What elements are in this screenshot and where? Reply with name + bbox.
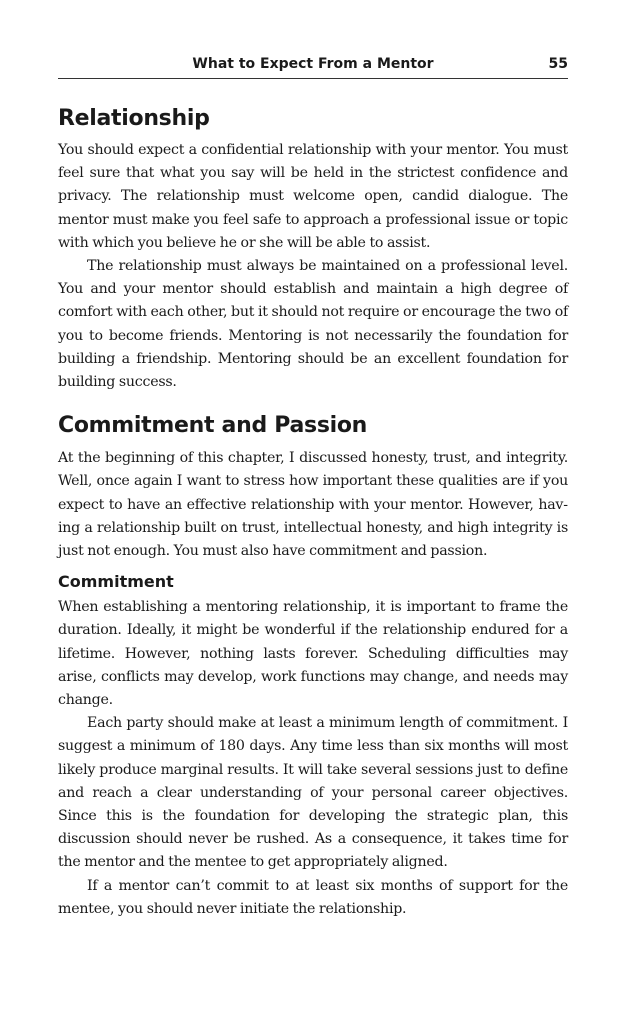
paragraph: If a mentor can’t commit to at least six months of support for the mentee, you should never initiate the relationship. (58, 877, 568, 917)
section-heading-relationship: Relationship (58, 106, 210, 131)
running-header (58, 0, 568, 80)
page-number: 55 (548, 56, 568, 72)
paragraph: When establishing a mentoring relationship, it is important to frame the duration. Ideally, it might be wonderful if the relationship endured for a lifetime. However, nothing lasts forever. Scheduling difficulties may arise, conflicts may develop, work functions may change, and needs may change. (58, 599, 568, 709)
paragraph: At the beginning of this chapter, I discussed honesty, trust, and integrity. Well, once again I want to stress how important these qualities are if you expect to have an effective relationship with your mentor. However, having a relationship built on trust, intellectual honesty, and high integrity is just not enough. You must also have commitment and passion. (58, 450, 568, 560)
section-heading-commitment-and-passion: Commitment and Passion (58, 413, 368, 439)
subsection-heading-commitment: Commitment (58, 572, 174, 592)
header-rule (58, 78, 568, 79)
book-page (58, 0, 568, 921)
paragraph: Each party should make at least a minimum length of commitment. I suggest a minimum of 180 days. Any time less than six months will most likely produce marginal results. It will take several sessions just to define and reach a clear understanding of your personal career objectives. Since this is the foundation for developing the strategic plan, this discussion should never be rushed. As a consequence, it takes time for the mentor and the mentee to get appropriately aligned. (58, 715, 568, 871)
running-header-title: What to Expect From a Mentor (192, 56, 434, 72)
paragraph: You should expect a confidential relationship with your mentor. You must feel sure that what you say will be held in the strictest confidence and privacy. The relationship must welcome open, candid dialogue. The mentor must make you feel safe to approach a professional issue or topic with which you believe he or she will be able to assist. (58, 142, 568, 251)
paragraph: The relationship must always be maintained on a professional level. You and your mentor should establish and maintain a high degree of comfort with each other, but it should not require or encourage the two of you to become friends. Mentoring is not necessarily the foundation for building a friendship. Mentoring should be an excellent foundation for building success. (58, 258, 568, 391)
